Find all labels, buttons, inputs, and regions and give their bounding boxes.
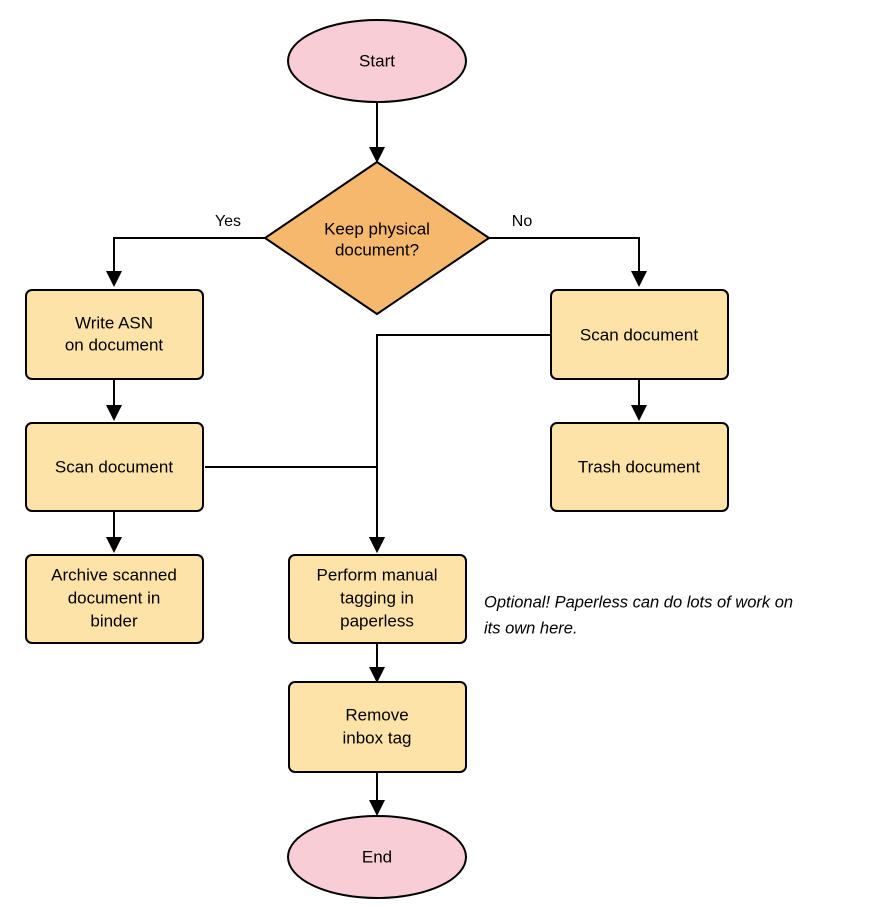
node-trash-document[interactable] [551, 423, 728, 511]
node-remove-inbox-label-line1: Remove [345, 705, 409, 725]
node-scan-document-left-label: Scan document [54, 457, 174, 477]
connector-scan-left-to-manual-tagging [205, 467, 377, 550]
connector-decision-yes-to-write-asn [114, 238, 268, 284]
node-scan-document-left[interactable] [26, 423, 203, 511]
node-decision-label-line2: document? [334, 240, 420, 260]
node-write-asn-on-document[interactable] [26, 290, 203, 379]
node-archive-label-line2: document in [67, 588, 161, 608]
node-write-asn-label-line2: on document [64, 335, 164, 355]
node-archive-scanned-document[interactable] [26, 555, 203, 643]
node-remove-inbox-tag[interactable] [289, 682, 466, 772]
node-write-asn-label-line1: Write ASN [74, 313, 154, 333]
node-manual-tagging-label-line3: paperless [340, 611, 414, 631]
node-start-label: Start [359, 51, 395, 71]
node-remove-inbox-label-line2: inbox tag [342, 728, 412, 748]
node-decision-label-line1: Keep physical [324, 219, 430, 239]
connector-decision-no-to-scan-right [487, 238, 639, 284]
node-archive-label-line3: binder [90, 611, 138, 631]
node-decision-keep-physical-document[interactable] [265, 162, 489, 314]
node-scan-document-right[interactable] [551, 290, 728, 379]
node-scan-document-right-label: Scan document [579, 325, 699, 345]
node-manual-tagging-label-line2: tagging in [340, 588, 414, 608]
node-end-label: End [361, 847, 393, 867]
edge-label-no: No [511, 213, 533, 231]
node-start[interactable] [288, 20, 466, 102]
note-optional-line1: Optional! Paperless can do lots of work on [484, 593, 794, 612]
connector-scan-right-to-manual-tagging [377, 335, 552, 550]
node-manual-tagging-label-line1: Perform manual [316, 565, 438, 585]
node-archive-label-line1: Archive scanned [51, 565, 177, 585]
node-end[interactable] [288, 816, 466, 898]
node-perform-manual-tagging[interactable] [289, 555, 466, 643]
edge-label-yes: Yes [214, 213, 242, 231]
node-trash-document-label: Trash document [577, 457, 701, 477]
note-optional-line2: its own here. [484, 619, 578, 638]
